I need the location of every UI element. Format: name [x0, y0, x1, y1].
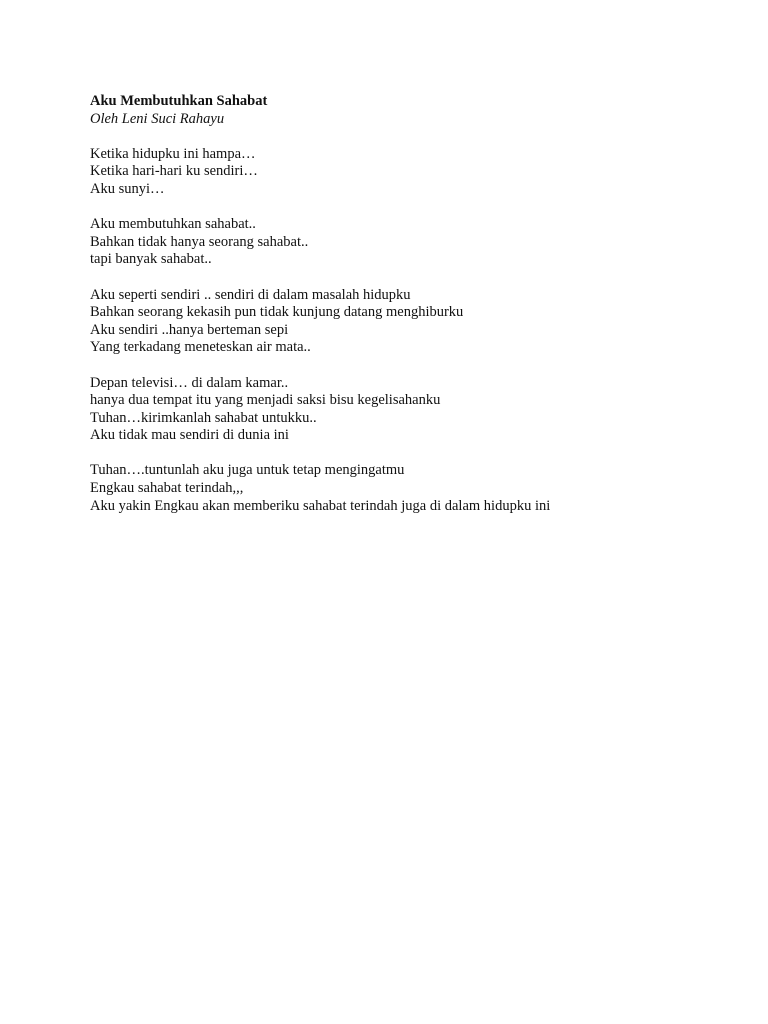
poem-line: Aku sendiri ..hanya berteman sepi [90, 321, 289, 338]
poem-line: Ketika hidupku ini hampa… [90, 145, 256, 162]
poem-line: Bahkan seorang kekasih pun tidak kunjung datang menghiburku [90, 304, 464, 321]
poem-line: Aku yakin Engkau akan memberiku sahabat terindah juga di dalam hidupku ini [90, 497, 551, 514]
poem-line: Yang terkadang meneteskan air mata.. [90, 339, 311, 356]
poem-author: Oleh Leni Suci Rahayu [90, 110, 225, 127]
stanza-1 [90, 146, 730, 199]
stanza-4 [90, 375, 730, 445]
poem-line: Engkau sahabat terindah,,, [90, 480, 244, 497]
poem-line: Aku sunyi… [90, 180, 165, 197]
poem-line: Tuhan….tuntunlah aku juga untuk tetap mengingatmu [90, 462, 405, 479]
poem-line: Aku tidak mau sendiri di dunia ini [90, 427, 289, 444]
stanza-5 [90, 462, 730, 515]
poem-line: Aku seperti sendiri .. sendiri di dalam masalah hidupku [90, 286, 411, 303]
poem-line: hanya dua tempat itu yang menjadi saksi bisu kegelisahanku [90, 392, 441, 409]
poem-line: tapi banyak sahabat.. [90, 251, 212, 268]
poem-line: Aku membutuhkan sahabat.. [90, 216, 256, 233]
document-page [90, 93, 730, 515]
poem-line: Bahkan tidak hanya seorang sahabat.. [90, 233, 309, 250]
stanza-3 [90, 287, 730, 357]
poem-title: Aku Membutuhkan Sahabat [90, 93, 268, 109]
stanza-2 [90, 216, 730, 269]
poem-line: Tuhan…kirimkanlah sahabat untukku.. [90, 409, 317, 426]
poem-line: Depan televisi… di dalam kamar.. [90, 374, 289, 391]
poem-line: Ketika hari-hari ku sendiri… [90, 163, 258, 180]
